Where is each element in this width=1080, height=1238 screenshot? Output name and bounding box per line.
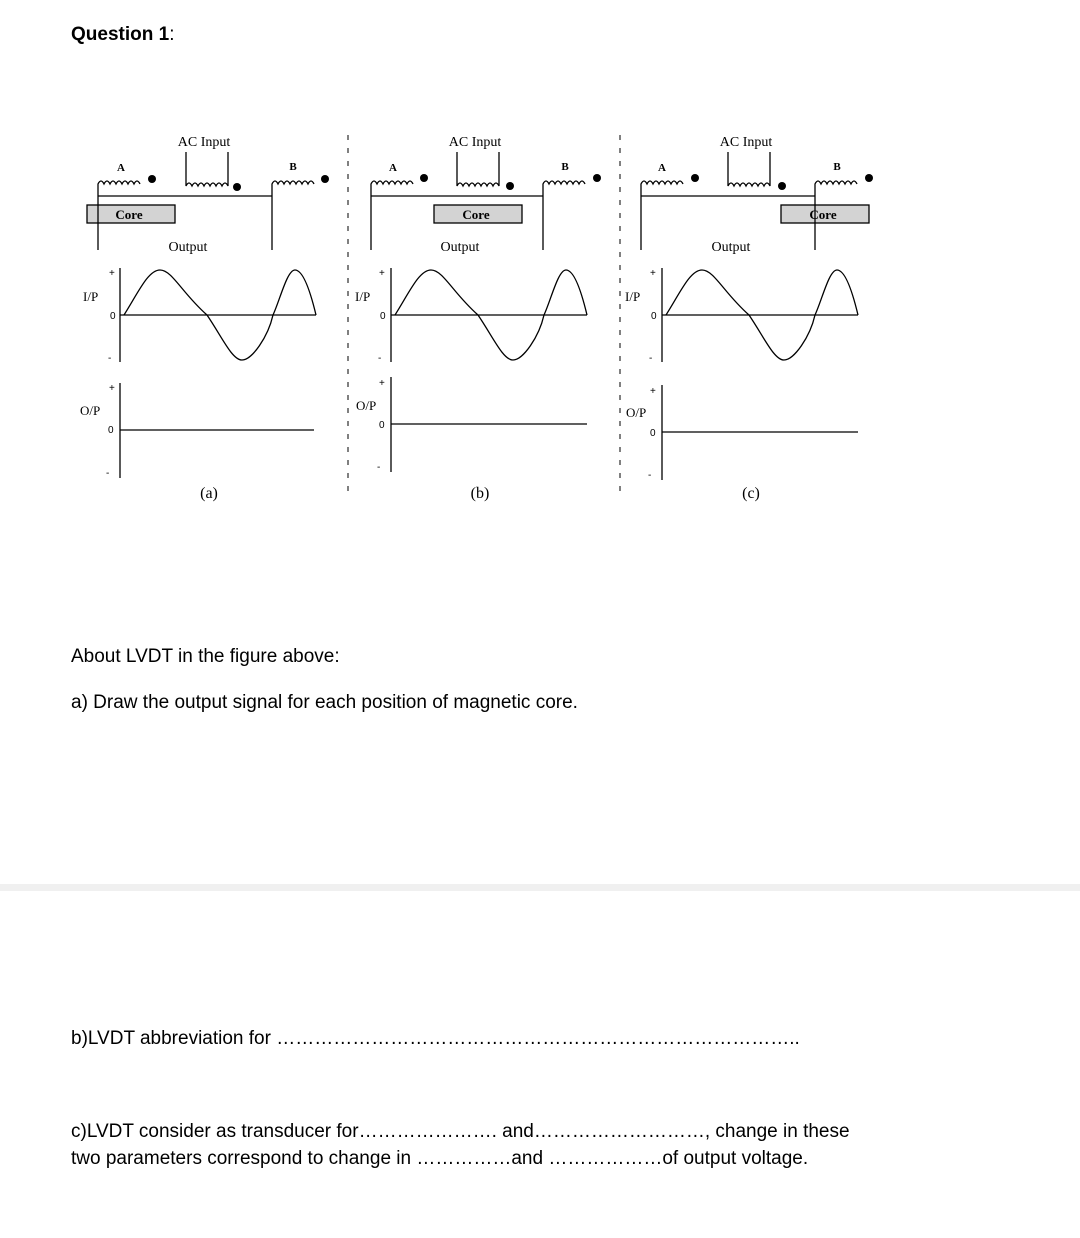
output-label: Output <box>711 240 751 255</box>
op-label: O/P <box>80 403 101 418</box>
op-plus: + <box>650 386 656 397</box>
op-label: O/P <box>626 405 647 420</box>
panel-caption: (c) <box>742 485 760 502</box>
secondary-coil-a <box>641 181 683 196</box>
ip-zero: 0 <box>110 311 116 322</box>
coil-a-label: A <box>117 162 125 174</box>
secondary-coil-a <box>371 181 413 196</box>
op-zero: 0 <box>379 420 385 431</box>
dot-marker <box>321 175 329 183</box>
ip-label: I/P <box>83 289 99 304</box>
coil-b-label: B <box>561 161 569 173</box>
coil-b-label: B <box>833 161 841 173</box>
panel-c <box>625 135 873 502</box>
ip-plus: + <box>650 268 656 279</box>
dot-marker <box>691 174 699 182</box>
about-heading: About LVDT in the figure above: <box>71 646 340 667</box>
primary-coil <box>457 152 499 186</box>
panel-b <box>355 135 601 502</box>
secondary-coil-a <box>98 181 140 196</box>
core-label: Core <box>809 207 837 222</box>
part-c-line-2: two parameters correspond to change in ……………and ………………of output voltage. <box>71 1148 809 1169</box>
dot-marker <box>593 174 601 182</box>
dot-marker <box>865 174 873 182</box>
panel-a <box>80 135 329 502</box>
op-minus: - <box>377 462 381 473</box>
part-a-question: a) Draw the output signal for each position of magnetic core. <box>71 692 578 713</box>
dot-marker <box>778 182 786 190</box>
ip-zero: 0 <box>380 311 386 322</box>
op-minus: - <box>106 468 110 479</box>
op-zero: 0 <box>650 428 656 439</box>
secondary-coil-b <box>543 181 585 196</box>
op-minus: - <box>648 470 652 481</box>
part-c-line-1: c)LVDT consider as transducer for…………………. and………………………, change in these <box>71 1121 850 1142</box>
question-label: Question 1 <box>71 24 170 45</box>
op-plus: + <box>109 383 115 394</box>
ip-plus: + <box>379 268 385 279</box>
op-zero: 0 <box>108 425 114 436</box>
ac-input-label: AC Input <box>719 135 773 150</box>
coil-b-label: B <box>289 161 297 173</box>
output-label: Output <box>440 240 480 255</box>
core-label: Core <box>462 207 490 222</box>
secondary-coil-b <box>815 181 857 196</box>
ip-minus: - <box>649 353 653 364</box>
coil-a-label: A <box>389 162 397 174</box>
question-colon: : <box>169 24 175 45</box>
part-b-question: b)LVDT abbreviation for ……………………………………………………………………….. <box>71 1028 800 1049</box>
coil-a-label: A <box>658 162 666 174</box>
ip-plus: + <box>109 268 115 279</box>
core-label: Core <box>115 207 143 222</box>
dot-marker <box>420 174 428 182</box>
panel-caption: (b) <box>470 485 490 502</box>
output-label: Output <box>168 240 208 255</box>
dot-marker <box>506 182 514 190</box>
secondary-coil-b <box>272 181 314 196</box>
ip-label: I/P <box>625 289 641 304</box>
primary-coil <box>728 152 770 186</box>
ac-input-label: AC Input <box>177 135 231 150</box>
dot-marker <box>148 175 156 183</box>
lvdt-figure <box>0 0 1080 520</box>
ip-minus: - <box>108 353 112 364</box>
ip-minus: - <box>378 353 382 364</box>
op-label: O/P <box>356 398 377 413</box>
dot-marker <box>233 183 241 191</box>
section-divider <box>0 884 1080 891</box>
ip-zero: 0 <box>651 311 657 322</box>
ac-input-label: AC Input <box>448 135 502 150</box>
ip-label: I/P <box>355 289 371 304</box>
panel-caption: (a) <box>200 485 218 502</box>
primary-coil <box>186 152 228 186</box>
op-plus: + <box>379 378 385 389</box>
